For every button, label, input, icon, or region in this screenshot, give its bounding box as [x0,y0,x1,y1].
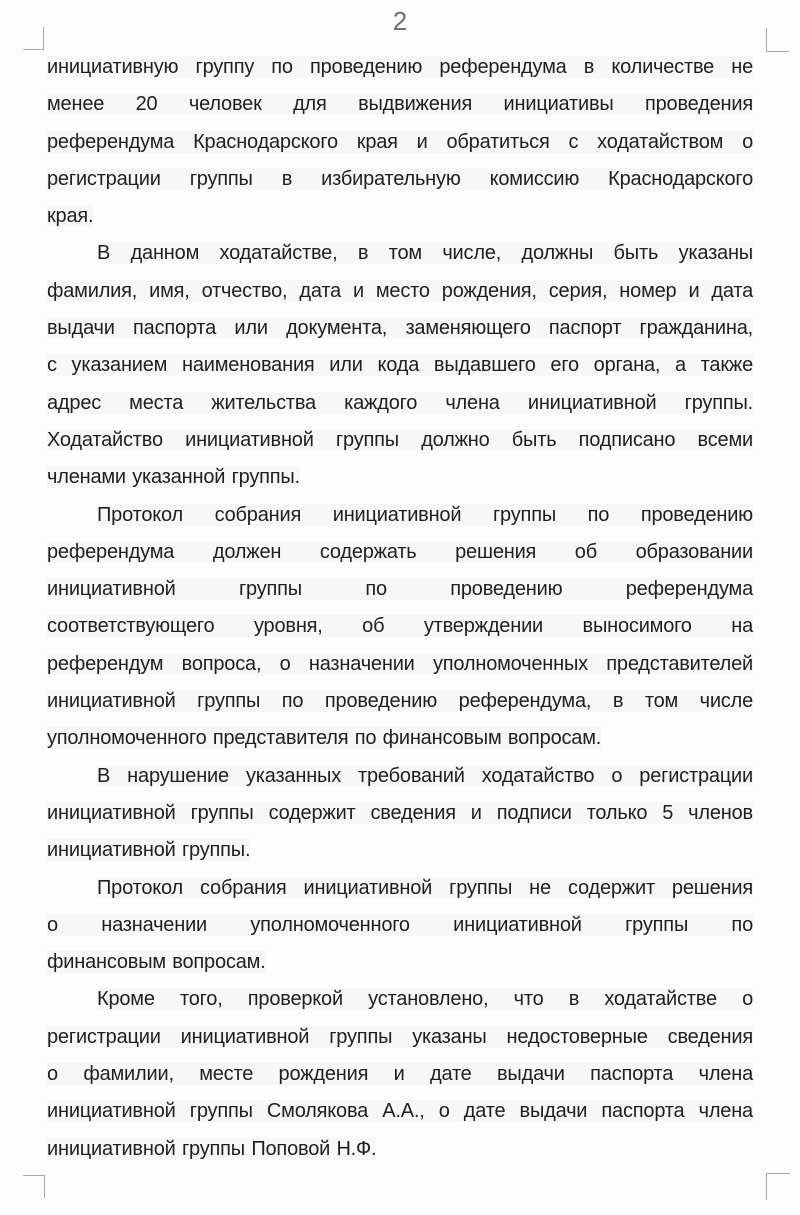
text-line [47,944,753,981]
paragraph [47,49,753,235]
text-line-content: В данном ходатайстве, в том числе, должны быть указаны [97,242,753,265]
text-line [47,86,753,123]
paragraph [47,497,753,758]
text-line-content: с указанием наименования или кода выдавшего его органа, а также [47,354,753,377]
text-line-content: В нарушение указанных требований ходатайство о регистрации [97,764,753,787]
text-line-content: соответствующего уровня, об утверждении выносимого на [47,615,753,638]
text-line [47,1093,753,1130]
text-line-content: края. [47,205,94,228]
text-line-content: регистрации инициативной группы указаны недостоверные сведения [47,1025,753,1048]
text-line [47,1019,753,1056]
text-line-content: адрес места жительства каждого члена инициативной группы. [47,391,753,414]
text-line-content: Кроме того, проверкой установлено, что в ходатайстве о [97,988,753,1011]
text-line [47,198,753,235]
crop-mark-bottom-right [766,1173,790,1200]
text-line [47,497,753,534]
text-line [47,870,753,907]
text-line-content: референдум вопроса, о назначении уполномоченных представителей [47,652,753,675]
text-line [47,1056,753,1093]
text-line [47,347,753,384]
text-line [47,981,753,1018]
text-line [47,161,753,198]
page-number: 2 [392,6,408,36]
text-line-content: инициативной группы по проведению референдума, в том числе [47,690,753,713]
text-line-content: Протокол собрания инициативной группы по проведению [97,503,753,526]
text-line [47,1131,753,1168]
text-line [47,608,753,645]
text-line [47,124,753,161]
text-line [47,683,753,720]
text-line-content: о фамилии, месте рождения и дате выдачи паспорта члена [47,1063,753,1086]
text-line-content: менее 20 человек для выдвижения инициативы проведения [47,93,753,116]
paragraph [47,235,753,496]
text-line-content: инициативной группы Смолякова А.А., о дате выдачи паспорта члена [47,1100,753,1123]
text-line-content: финансовым вопросам. [47,951,266,974]
crop-mark-top-right [766,28,789,52]
text-line [47,534,753,571]
text-line [47,459,753,496]
text-line-content: инициативной группы по проведению референдума [47,578,753,601]
crop-mark-bottom-left [23,1175,45,1198]
text-line [47,720,753,757]
text-line-content: инициативной группы Поповой Н.Ф. [47,1137,377,1160]
text-line-content: о назначении уполномоченного инициативной группы по [47,913,753,936]
text-line-content: референдума должен содержать решения об образовании [47,540,753,563]
text-line-content: референдума Краснодарского края и обратиться с ходатайством о [47,130,753,153]
text-line-content: фамилия, имя, отчество, дата и место рождения, серия, номер и дата [47,279,753,302]
paragraph [47,870,753,982]
crop-mark-top-left [23,27,44,50]
text-line [47,49,753,86]
text-line-content: выдачи паспорта или документа, заменяющего паспорт гражданина, [47,317,753,340]
text-line-content: Ходатайство инициативной группы должно быть подписано всеми [47,428,753,451]
text-line-content: членами указанной группы. [47,466,300,489]
text-line [47,273,753,310]
text-line-content: Протокол собрания инициативной группы не содержит решения [97,876,753,899]
text-line [47,907,753,944]
text-line [47,422,753,459]
text-line-content: инициативную группу по проведению референдума в количестве не [47,56,753,78]
text-line [47,571,753,608]
text-line [47,385,753,422]
paragraph [47,981,753,1167]
text-line [47,310,753,347]
text-line [47,832,753,869]
text-line [47,758,753,795]
text-line [47,235,753,272]
text-line-content: регистрации группы в избирательную комиссию Краснодарского [47,167,753,190]
text-line [47,795,753,832]
text-line-content: инициативной группы содержит сведения и подписи только 5 членов [47,801,753,824]
text-line [47,646,753,683]
paragraph [47,758,753,870]
text-block [47,49,753,1168]
text-line-content: инициативной группы. [47,839,251,862]
text-line-content: уполномоченного представителя по финансовым вопросам. [47,727,602,750]
